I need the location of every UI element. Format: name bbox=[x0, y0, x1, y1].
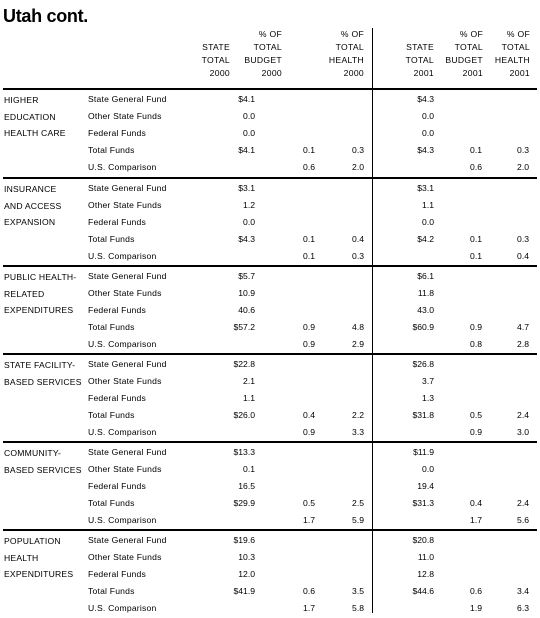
state-total-2001-cell: 0.0 bbox=[422, 111, 434, 121]
state-total-2001-cell: $4.3 bbox=[417, 94, 434, 104]
row-label: U.S. Comparison bbox=[88, 339, 157, 349]
pct-health-2000-cell: 5.9 bbox=[352, 515, 364, 525]
table-row bbox=[0, 232, 540, 249]
page-title: Utah cont. bbox=[3, 6, 88, 26]
table-section bbox=[0, 529, 540, 617]
state-total-2001-cell: $31.3 bbox=[412, 498, 434, 508]
table-row bbox=[0, 567, 540, 584]
category-line: HIGHER bbox=[4, 95, 39, 105]
table-row bbox=[0, 109, 540, 126]
table-row bbox=[0, 337, 540, 354]
pct-health-2001-cell: 2.8 bbox=[517, 339, 529, 349]
header-line: TOTAL bbox=[405, 55, 434, 65]
category-line: EXPENDITURES bbox=[4, 305, 74, 316]
state-total-2001-cell: $60.9 bbox=[412, 322, 434, 332]
row-label: Total Funds bbox=[88, 498, 135, 508]
state-total-2000-cell: 10.9 bbox=[238, 288, 255, 298]
header-line: % OF bbox=[459, 29, 483, 39]
state-total-2001-cell: 0.0 bbox=[422, 464, 434, 474]
row-label: U.S. Comparison bbox=[88, 427, 157, 437]
category-line: COMMUNITY- bbox=[4, 448, 62, 458]
row-label: Other State Funds bbox=[88, 111, 162, 121]
state-total-2000-cell: 1.1 bbox=[243, 393, 255, 403]
category-line: HEALTH bbox=[4, 552, 39, 563]
row-label: Other State Funds bbox=[88, 200, 162, 210]
row-label: State General Fund bbox=[88, 183, 167, 193]
section-divider bbox=[3, 441, 537, 443]
state-total-2001-cell: $6.1 bbox=[417, 271, 434, 281]
pct-budget-2001-cell: 0.6 bbox=[470, 162, 482, 172]
state-total-2001-cell: 12.8 bbox=[417, 569, 434, 579]
row-label: U.S. Comparison bbox=[88, 603, 157, 613]
header-line: % OF bbox=[340, 29, 364, 39]
state-total-2001-cell: $31.8 bbox=[412, 410, 434, 420]
header-line: 2001 bbox=[462, 68, 483, 78]
row-label: Other State Funds bbox=[88, 288, 162, 298]
table-row bbox=[0, 391, 540, 408]
state-total-2000-cell: 0.0 bbox=[243, 111, 255, 121]
pct-health-2000-cell: 3.5 bbox=[352, 586, 364, 596]
pct-health-2001-cell: 4.7 bbox=[517, 322, 529, 332]
header-line: 2001 bbox=[413, 68, 434, 78]
category-line: POPULATION bbox=[4, 536, 61, 546]
table-section bbox=[0, 88, 540, 176]
category-line: INSURANCE bbox=[4, 184, 57, 194]
table-row bbox=[0, 445, 540, 462]
table-row bbox=[0, 143, 540, 160]
header-line: 2000 bbox=[343, 68, 364, 78]
pct-health-2000-cell: 3.3 bbox=[352, 427, 364, 437]
category-line: EXPANSION bbox=[4, 217, 56, 228]
row-label: Federal Funds bbox=[88, 393, 147, 403]
row-label: U.S. Comparison bbox=[88, 515, 157, 525]
table-row bbox=[0, 357, 540, 374]
table-row bbox=[0, 249, 540, 266]
pct-budget-2000-cell: 0.5 bbox=[303, 498, 315, 508]
state-total-2000-cell: 12.0 bbox=[238, 569, 255, 579]
row-label: Total Funds bbox=[88, 234, 135, 244]
pct-budget-2000-cell: 0.4 bbox=[303, 410, 315, 420]
row-label: Federal Funds bbox=[88, 217, 147, 227]
header-line: BUDGET bbox=[244, 55, 282, 65]
pct-health-2001-cell: 5.6 bbox=[517, 515, 529, 525]
row-label: Federal Funds bbox=[88, 481, 147, 491]
state-total-2000-cell: $3.1 bbox=[238, 183, 255, 193]
pct-health-2001-cell: 2.0 bbox=[517, 162, 529, 172]
pct-health-2000-cell: 2.5 bbox=[352, 498, 364, 508]
state-total-2000-cell: $41.9 bbox=[233, 586, 255, 596]
row-label: Federal Funds bbox=[88, 305, 147, 315]
table-row bbox=[0, 550, 540, 567]
table-section bbox=[0, 353, 540, 441]
state-total-2000-header bbox=[170, 41, 230, 80]
category-line: EDUCATION bbox=[4, 111, 56, 122]
category-line: PUBLIC HEALTH- bbox=[4, 272, 77, 282]
state-total-2000-cell: 2.1 bbox=[243, 376, 255, 386]
state-total-2001-cell: $4.2 bbox=[417, 234, 434, 244]
state-total-2001-cell: 19.4 bbox=[417, 481, 434, 491]
table-row bbox=[0, 601, 540, 618]
pct-health-2001-cell: 0.4 bbox=[517, 251, 529, 261]
pct-budget-2001-cell: 0.9 bbox=[470, 322, 482, 332]
pct-health-2000-cell: 0.4 bbox=[352, 234, 364, 244]
state-total-2001-cell: $20.8 bbox=[412, 535, 434, 545]
state-total-2000-cell: 40.6 bbox=[238, 305, 255, 315]
pct-budget-2000-cell: 0.6 bbox=[303, 586, 315, 596]
header-line: 2001 bbox=[509, 68, 530, 78]
header-line: % OF bbox=[506, 29, 530, 39]
table-row bbox=[0, 126, 540, 143]
category-line: STATE FACILITY- bbox=[4, 360, 76, 370]
pct-health-2000-cell: 0.3 bbox=[352, 251, 364, 261]
table-section bbox=[0, 177, 540, 265]
row-label: State General Fund bbox=[88, 359, 167, 369]
row-label: State General Fund bbox=[88, 271, 167, 281]
row-label: Federal Funds bbox=[88, 128, 147, 138]
pct-budget-2001-cell: 0.1 bbox=[470, 145, 482, 155]
pct-health-2001-cell: 0.3 bbox=[517, 145, 529, 155]
table-row bbox=[0, 198, 540, 215]
table-row bbox=[0, 584, 540, 601]
state-total-2001-cell: 11.8 bbox=[417, 288, 434, 298]
pct-health-2001-cell: 3.4 bbox=[517, 586, 529, 596]
header-line: TOTAL bbox=[253, 42, 282, 52]
pct-budget-2000-cell: 1.7 bbox=[303, 603, 315, 613]
pct-budget-2001-cell: 0.8 bbox=[470, 339, 482, 349]
pct-budget-2000-cell: 0.9 bbox=[303, 427, 315, 437]
category-line: RELATED bbox=[4, 288, 45, 299]
header-line: TOTAL bbox=[335, 42, 364, 52]
state-total-2000-cell: $5.7 bbox=[238, 271, 255, 281]
state-total-2000-cell: $26.0 bbox=[233, 410, 255, 420]
state-total-2000-cell: 0.1 bbox=[243, 464, 255, 474]
state-total-2001-cell: $11.9 bbox=[413, 447, 434, 457]
header-line: HEALTH bbox=[494, 55, 530, 65]
pct-budget-2000-cell: 0.1 bbox=[303, 145, 315, 155]
state-total-2001-cell: 0.0 bbox=[422, 217, 434, 227]
row-label: Federal Funds bbox=[88, 569, 147, 579]
pct-budget-2001-cell: 0.1 bbox=[470, 234, 482, 244]
table-section bbox=[0, 441, 540, 529]
state-total-2000-cell: $4.3 bbox=[238, 234, 255, 244]
state-total-2001-cell: $4.3 bbox=[417, 145, 434, 155]
header-line: % OF bbox=[258, 29, 282, 39]
header-line: HEALTH bbox=[328, 55, 364, 65]
pct-budget-2001-cell: 0.5 bbox=[470, 410, 482, 420]
table-section bbox=[0, 265, 540, 353]
state-total-2001-cell: 1.3 bbox=[422, 393, 434, 403]
table-row bbox=[0, 479, 540, 496]
pct-budget-2001-cell: 1.7 bbox=[470, 515, 482, 525]
row-label: Total Funds bbox=[88, 410, 135, 420]
table-row bbox=[0, 303, 540, 320]
pct-budget-2000-cell: 0.1 bbox=[303, 251, 315, 261]
header-line: STATE bbox=[202, 42, 230, 52]
table-row bbox=[0, 320, 540, 337]
state-total-2000-cell: 16.5 bbox=[238, 481, 255, 491]
state-total-2001-cell: 11.0 bbox=[417, 552, 434, 562]
pct-health-2000-cell: 0.3 bbox=[352, 145, 364, 155]
pct-health-2001-cell: 3.0 bbox=[517, 427, 529, 437]
header-line: BUDGET bbox=[445, 55, 483, 65]
state-total-2000-cell: $19.6 bbox=[233, 535, 255, 545]
header-line: TOTAL bbox=[454, 42, 483, 52]
table-row bbox=[0, 462, 540, 479]
table-row bbox=[0, 408, 540, 425]
category-line: BASED SERVICES bbox=[4, 464, 82, 475]
state-total-2000-cell: 0.0 bbox=[243, 217, 255, 227]
table-row bbox=[0, 425, 540, 442]
row-label: Other State Funds bbox=[88, 464, 162, 474]
state-total-2000-cell: $57.2 bbox=[233, 322, 255, 332]
table-row bbox=[0, 513, 540, 530]
pct-budget-2001-cell: 0.9 bbox=[470, 427, 482, 437]
category-line: BASED SERVICES bbox=[4, 376, 82, 387]
category-line: EXPENDITURES bbox=[4, 569, 74, 580]
pct-health-2001-cell: 6.3 bbox=[517, 603, 529, 613]
pct-budget-2000-cell: 1.7 bbox=[303, 515, 315, 525]
pct-budget-2000-header bbox=[222, 28, 282, 80]
table-row bbox=[0, 374, 540, 391]
pct-budget-2000-cell: 0.9 bbox=[303, 322, 315, 332]
pct-health-2001-cell: 2.4 bbox=[517, 498, 529, 508]
pct-budget-2001-cell: 0.6 bbox=[470, 586, 482, 596]
table-row bbox=[0, 533, 540, 550]
state-total-2001-cell: $26.8 bbox=[412, 359, 434, 369]
pct-budget-2000-cell: 0.9 bbox=[303, 339, 315, 349]
state-total-2001-cell: 3.7 bbox=[422, 376, 434, 386]
pct-budget-2001-cell: 1.9 bbox=[470, 603, 482, 613]
pct-health-2001-header bbox=[470, 28, 530, 80]
row-label: U.S. Comparison bbox=[88, 251, 157, 261]
table-row bbox=[0, 181, 540, 198]
row-label: Total Funds bbox=[88, 145, 135, 155]
pct-budget-2001-cell: 0.4 bbox=[470, 498, 482, 508]
section-divider bbox=[3, 265, 537, 267]
table-row bbox=[0, 92, 540, 109]
pct-health-2000-cell: 5.8 bbox=[352, 603, 364, 613]
section-divider bbox=[3, 88, 537, 90]
pct-budget-2001-cell: 0.1 bbox=[470, 251, 482, 261]
pct-health-2001-cell: 2.4 bbox=[517, 410, 529, 420]
state-total-2000-cell: $29.9 bbox=[233, 498, 255, 508]
state-total-2000-cell: $13.3 bbox=[233, 447, 255, 457]
state-total-2001-cell: $3.1 bbox=[417, 183, 434, 193]
state-total-2000-cell: 0.0 bbox=[243, 128, 255, 138]
row-label: State General Fund bbox=[88, 535, 167, 545]
row-label: State General Fund bbox=[88, 447, 167, 457]
category-line: AND ACCESS bbox=[4, 200, 62, 211]
state-total-2000-cell: 10.3 bbox=[238, 552, 255, 562]
header-line: 2000 bbox=[261, 68, 282, 78]
table-row bbox=[0, 269, 540, 286]
table-row bbox=[0, 286, 540, 303]
header-line: TOTAL bbox=[501, 42, 530, 52]
category-line: HEALTH CARE bbox=[4, 128, 66, 139]
state-total-2001-cell: 43.0 bbox=[417, 305, 434, 315]
section-divider bbox=[3, 529, 537, 531]
table-row bbox=[0, 496, 540, 513]
row-label: Total Funds bbox=[88, 322, 135, 332]
pct-health-2000-cell: 2.0 bbox=[352, 162, 364, 172]
pct-budget-2000-cell: 0.1 bbox=[303, 234, 315, 244]
section-divider bbox=[3, 353, 537, 355]
row-label: U.S. Comparison bbox=[88, 162, 157, 172]
row-label: Other State Funds bbox=[88, 552, 162, 562]
pct-health-2000-header bbox=[304, 28, 364, 80]
section-divider bbox=[3, 177, 537, 179]
header-line: 2000 bbox=[209, 68, 230, 78]
row-label: Other State Funds bbox=[88, 376, 162, 386]
pct-health-2000-cell: 2.9 bbox=[352, 339, 364, 349]
state-total-2001-cell: 0.0 bbox=[422, 128, 434, 138]
pct-health-2001-cell: 0.3 bbox=[517, 234, 529, 244]
row-label: State General Fund bbox=[88, 94, 167, 104]
header-line: TOTAL bbox=[201, 55, 230, 65]
pct-health-2000-cell: 4.8 bbox=[352, 322, 364, 332]
row-label: Total Funds bbox=[88, 586, 135, 596]
table-row bbox=[0, 160, 540, 177]
state-total-2000-cell: 1.2 bbox=[243, 200, 255, 210]
state-total-2000-cell: $4.1 bbox=[238, 94, 255, 104]
state-total-2000-cell: $4.1 bbox=[238, 145, 255, 155]
state-total-2001-cell: 1.1 bbox=[422, 200, 434, 210]
pct-health-2000-cell: 2.2 bbox=[352, 410, 364, 420]
state-total-2001-cell: $44.6 bbox=[412, 586, 434, 596]
table-row bbox=[0, 215, 540, 232]
state-total-2000-cell: $22.8 bbox=[233, 359, 255, 369]
header-line: STATE bbox=[406, 42, 434, 52]
pct-budget-2000-cell: 0.6 bbox=[303, 162, 315, 172]
